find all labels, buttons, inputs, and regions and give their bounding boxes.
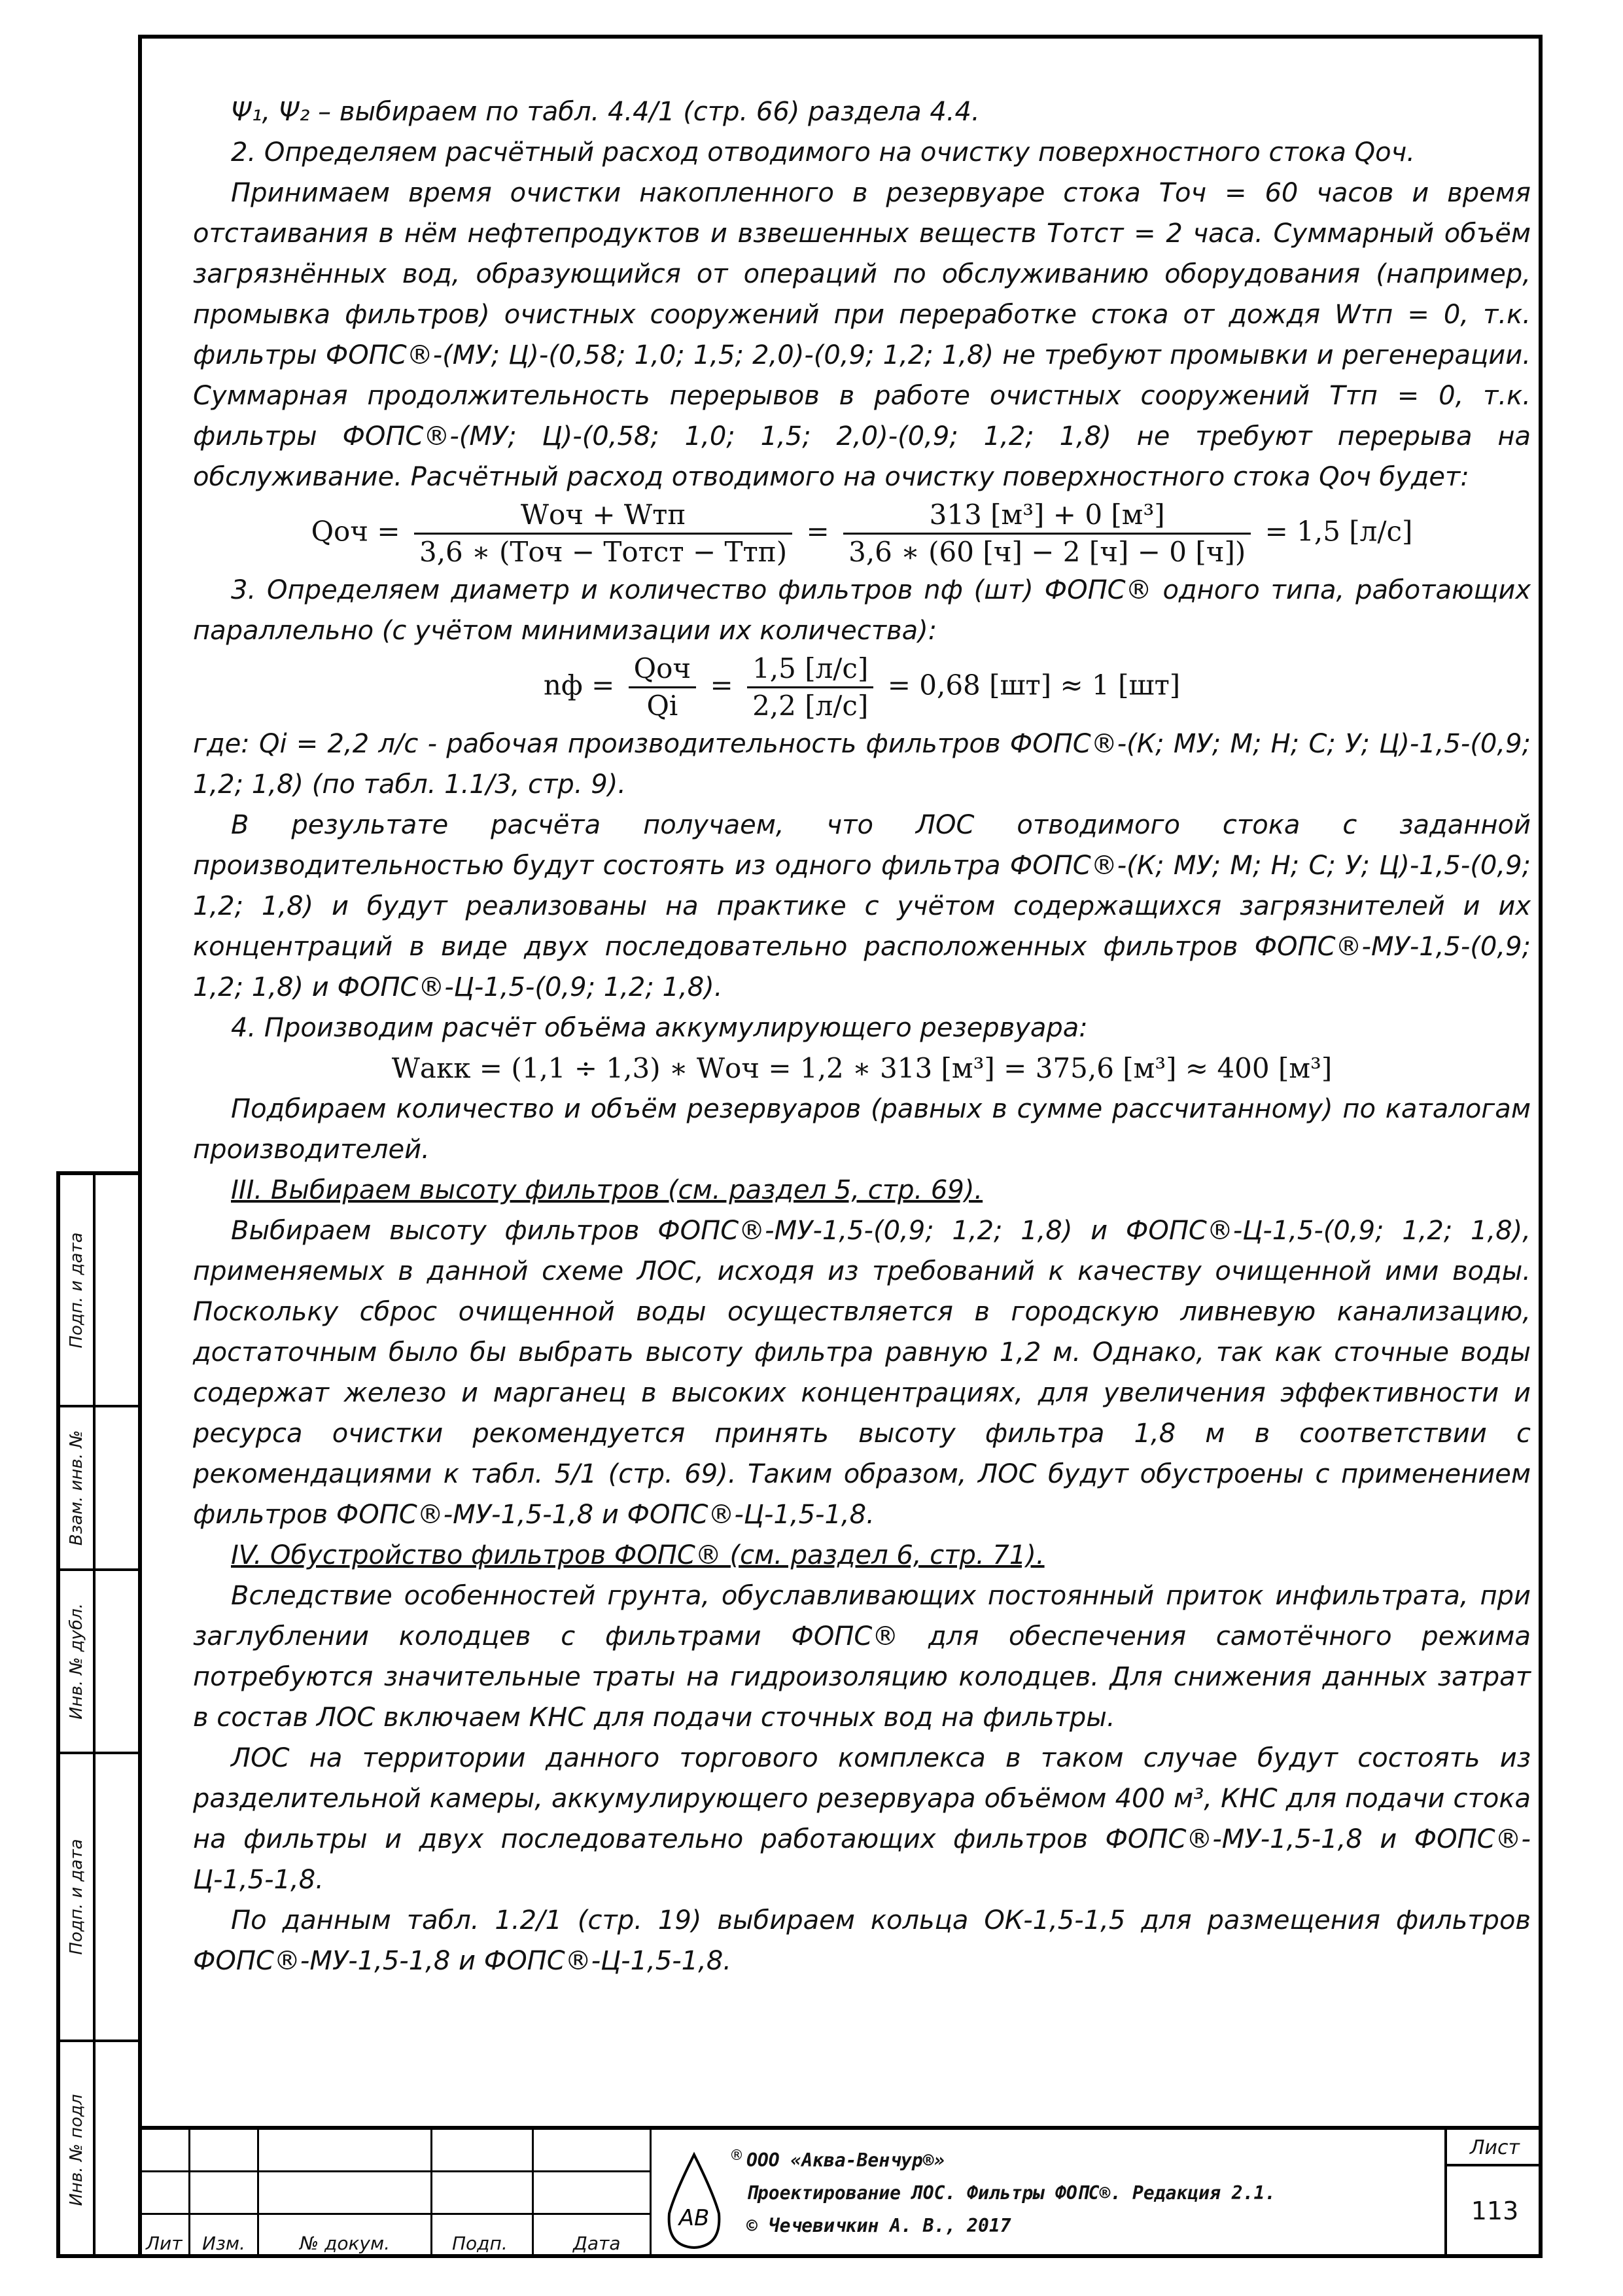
formula-denominator: 3,6 ∗ (60 [ч] − 2 [ч] − 0 [ч])	[848, 536, 1246, 568]
formula-numerator: Qоч	[629, 651, 697, 688]
sheet-label: Лист	[1447, 2130, 1543, 2166]
formula-reservoir-volume: Wакк = (1,1 ÷ 1,3) ∗ Wоч = 1,2 ∗ 313 [м³] = 375,6 [м³] ≈ 400 [м³]	[391, 1052, 1333, 1084]
formula-denominator: 2,2 [л/с]	[752, 690, 869, 722]
formula-numerator: Wоч + Wтп	[414, 497, 792, 535]
formula-denominator: 3,6 ∗ (Tоч − Tотст − Tтп)	[419, 536, 788, 568]
paragraph: где: Qi = 2,2 л/с - рабочая производительность фильтров ФОПС®-(К; МУ; М; Н; С; У; Ц)-1,5-(0,9; 1,2; 1,8) (по табл. 1.1/3, стр. 9).	[193, 729, 1531, 800]
title-block	[138, 2126, 1543, 2258]
paragraph: Подбираем количество и объём резервуаров (равных в сумме рассчитанному) по каталогам производителей.	[193, 1094, 1531, 1165]
company-name: ООО «Аква-Венчур®»	[746, 2149, 945, 2171]
paragraph: 4. Производим расчёт объёма аккумулирующего резервуара:	[231, 1013, 1088, 1043]
side-cell-dup-inv	[60, 1571, 138, 1754]
column-label: Дата	[573, 2233, 621, 2254]
column-label: Подп.	[452, 2233, 508, 2254]
side-label: Подп. и дата	[67, 1231, 86, 1349]
formula-lhs: nф =	[543, 669, 615, 701]
aqua-venture-logo-icon	[661, 2142, 746, 2253]
copyright: © Чечевичкин А. В., 2017	[746, 2215, 1011, 2236]
formula-equals: =	[710, 669, 733, 701]
formula-result: = 1,5 [л/с]	[1265, 515, 1413, 548]
logo-letters: АВ	[678, 2205, 710, 2231]
formula-lhs: Qоч =	[311, 515, 400, 548]
paragraph: По данным табл. 1.2/1 (стр. 19) выбираем кольца ОК-1,5-1,5 для размещения фильтров ФОПС®-МУ-1,5-1,8 и ФОПС®-Ц-1,5-1,8.	[193, 1905, 1531, 1976]
section-heading-iii	[193, 1170, 1531, 1210]
formula-fraction	[629, 651, 697, 724]
column-label: Лит	[146, 2233, 183, 2254]
formula-fraction	[843, 497, 1251, 570]
side-cell-orig-inv	[60, 2042, 138, 2258]
side-label: Инв. № подл	[67, 2094, 86, 2206]
formula-fraction	[414, 497, 792, 570]
side-cell-sign-date-1	[60, 1175, 138, 1407]
side-label: Подп. и дата	[67, 1839, 86, 1955]
heading-text: IV. Обустройство фильтров ФОПС® (см. раздел 6, стр. 71).	[231, 1540, 1045, 1570]
side-stamp	[56, 1171, 138, 2258]
formula-denominator: Qi	[646, 690, 678, 722]
side-label: Взам. инв. №	[67, 1430, 86, 1546]
formula-fraction	[747, 651, 873, 724]
formula-numerator: 1,5 [л/с]	[747, 651, 873, 688]
formula-flow-rate	[193, 497, 1531, 570]
sheet-number-box	[1444, 2130, 1543, 2258]
paragraph: Принимаем время очистки накопленного в резервуаре стока Tоч = 60 часов и время отстаивания в нём нефтепродуктов и взвешенных веществ Tотст = 2 часа. Суммарный объём загрязнённых вод, образующийся от операций по обслуживанию оборудования (например, промывка фильтров) очистных сооружений при переработке стока от дождя Wтп = 0, т.к. фильтры ФОПС®-(МУ; Ц)-(0,58; 1,0; 1,5; 2,0)-(0,9; 1,2; 1,8) не требуют промывки и регенерации. Суммарная продолжительность перерывов в работе очистных сооружений Tтп = 0, т.к. фильтры ФОПС®-(МУ; Ц)-(0,58; 1,0; 1,5; 2,0)-(0,9; 1,2; 1,8) не требуют перерыва на обслуживание. Расчётный расход отводимого на очистку поверхностного стока Qоч будет:	[193, 178, 1531, 492]
column-label: № докум.	[300, 2233, 391, 2254]
paragraph: 2. Определяем расчётный расход отводимого на очистку поверхностного стока Qоч.	[231, 137, 1415, 168]
heading-text: III. Выбираем высоту фильтров (см. раздел 5, стр. 69).	[231, 1175, 983, 1205]
sheet-number: 113	[1471, 2197, 1519, 2225]
project-title: Проектирование ЛОС. Фильтры ФОПС®. Редакция 2.1.	[746, 2182, 1276, 2204]
section-heading-iv	[193, 1535, 1531, 1576]
formula-result: = 0,68 [шт] ≈ 1 [шт]	[887, 669, 1181, 701]
formula-numerator: 313 [м³] + 0 [м³]	[843, 497, 1251, 535]
title-block-text	[746, 2144, 1276, 2242]
paragraph: Ψ₁, Ψ₂ – выбираем по табл. 4.4/1 (стр. 66) раздела 4.4.	[231, 97, 980, 127]
svg-text:®: ®	[729, 2147, 744, 2164]
side-cell-sign-date-2	[60, 1754, 138, 2042]
formula-equals: =	[806, 515, 829, 548]
paragraph: ЛОС на территории данного торгового комплекса в таком случае будут состоять из разделительной камеры, аккумулирующего резервуара объёмом 400 м³, КНС для подачи стока на фильтры и двух последовательно работающих фильтров ФОПС®-МУ-1,5-1,8 и ФОПС®-Ц-1,5-1,8.	[193, 1743, 1531, 1895]
paragraph: Вследствие особенностей грунта, обуславливающих постоянный приток инфильтрата, при заглублении колодцев с фильтрами ФОПС® для обеспечения самотёчного режима потребуются значительные траты на гидроизоляцию колодцев. Для снижения данных затрат в состав ЛОС включаем КНС для подачи сточных вод на фильтры.	[193, 1581, 1531, 1733]
paragraph: 3. Определяем диаметр и количество фильтров nф (шт) ФОПС® одного типа, работающих параллельно (с учётом минимизации их количества):	[193, 575, 1531, 646]
column-label: Изм.	[202, 2233, 245, 2254]
paragraph: Выбираем высоту фильтров ФОПС®-МУ-1,5-(0,9; 1,2; 1,8) и ФОПС®-Ц-1,5-(0,9; 1,2; 1,8), применяемых в данной схеме ЛОС, исходя из требований к качеству очищенной ими воды. Поскольку сброс очищенной воды осуществляется в городскую ливневую канализацию, достаточным было бы выбрать высоту фильтра равную 1,2 м. Однако, так как сточные воды содержат железо и марганец в высоких концентрациях, для увеличения эффективности и ресурса очистки рекомендуется принять высоту фильтра 1,8 м в соответствии с рекомендациями к табл. 5/1 (стр. 69). Таким образом, ЛОС будут обустроены с применением фильтров ФОПС®-МУ-1,5-1,8 и ФОПС®-Ц-1,5-1,8.	[193, 1216, 1531, 1530]
page-content	[193, 92, 1531, 1981]
side-cell-replace-inv	[60, 1407, 138, 1571]
formula-filter-count	[193, 651, 1531, 724]
paragraph: В результате расчёта получаем, что ЛОС отводимого стока с заданной производительностью будут состоять из одного фильтра ФОПС®-(К; МУ; М; Н; С; У; Ц)-1,5-(0,9; 1,2; 1,8) и будут реализованы на практике с учётом содержащихся загрязнителей и их концентраций в виде двух последовательно расположенных фильтров ФОПС®-МУ-1,5-(0,9; 1,2; 1,8) и ФОПС®-Ц-1,5-(0,9; 1,2; 1,8).	[193, 810, 1531, 1002]
revision-table	[138, 2130, 652, 2258]
side-label: Инв. № дубл.	[67, 1603, 86, 1720]
